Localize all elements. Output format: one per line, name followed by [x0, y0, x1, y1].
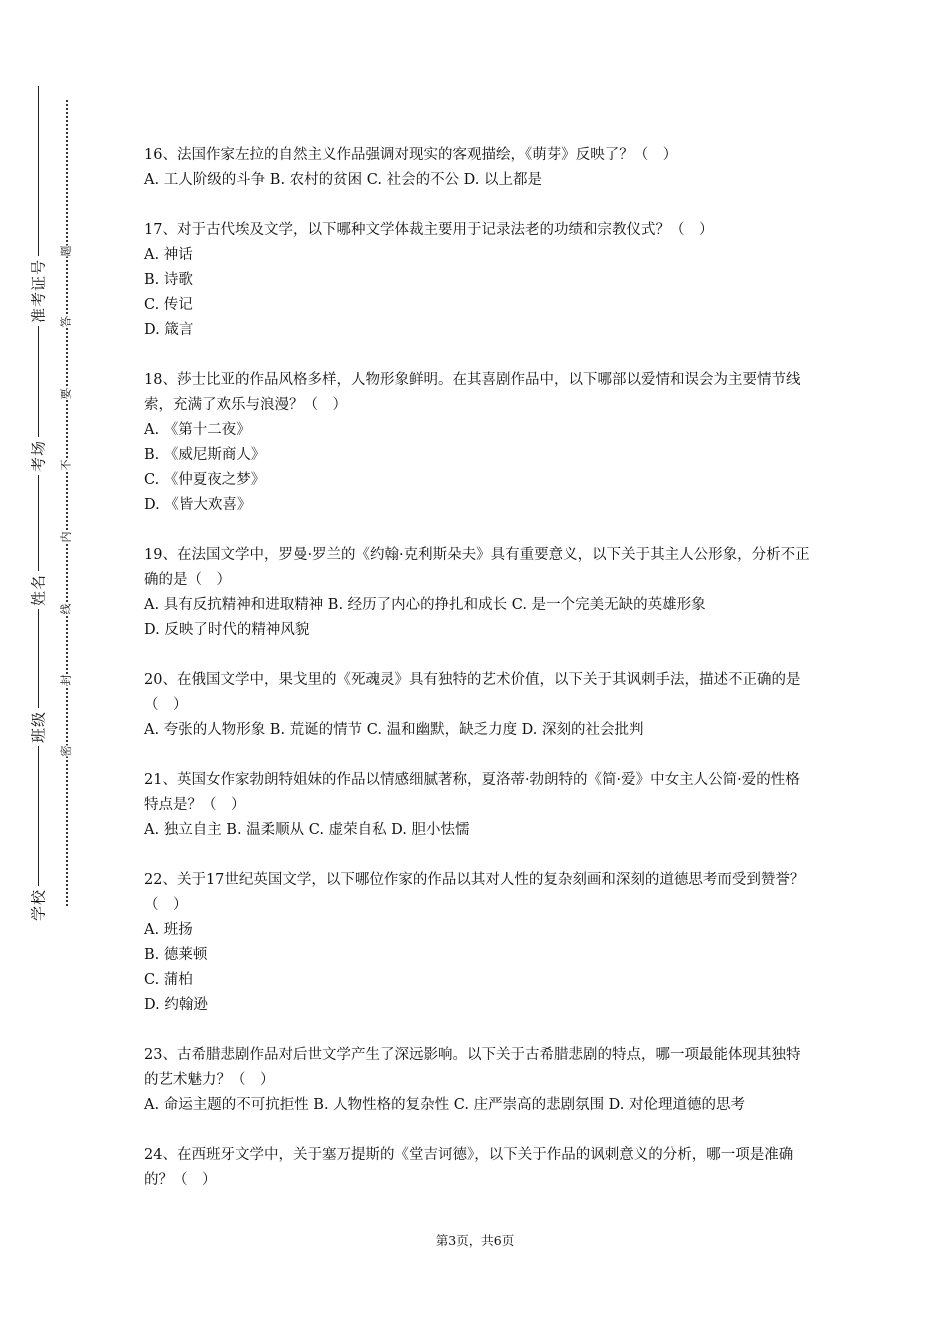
question-stem: 22、关于17世纪英国文学，以下哪位作家的作品以其对人性的复杂刻画和深刻的道德思考而受到赞誉？（ ） — [144, 872, 805, 913]
question-23 — [144, 1043, 814, 1118]
binding-solid-line — [38, 86, 39, 924]
option-d: D. 约翰逊 — [144, 997, 208, 1013]
seal-char-bu: 不 — [59, 459, 73, 471]
option-line: A. 命运主题的不可抗拒性 B. 人物性格的复杂性 C. 庄严崇高的悲剧氛围 D. 对伦理道德的思考 — [144, 1097, 746, 1113]
option-c: C. 传记 — [144, 297, 193, 313]
option-line: D. 反映了时代的精神风貌 — [144, 622, 310, 638]
option-b: B. 德莱顿 — [144, 947, 208, 963]
question-stem: 21、英国女作家勃朗特姐妹的作品以情感细腻著称，夏洛蒂·勃朗特的《简·爱》中女主人公简·爱的性格特点是？（ ） — [144, 772, 800, 813]
question-19 — [144, 543, 814, 643]
seal-char-nei: 内 — [59, 531, 73, 543]
option-line: A. 具有反抗精神和进取精神 B. 经历了内心的挣扎和成长 C. 是一个完美无缺的英雄形象 — [144, 597, 706, 613]
seal-char-feng: 封 — [59, 674, 73, 686]
option-a: A. 班扬 — [144, 922, 193, 938]
field-label-class: 班级 — [28, 708, 49, 746]
seal-dotted-line — [66, 100, 68, 906]
question-17 — [144, 218, 814, 343]
question-stem: 23、古希腊悲剧作品对后世文学产生了深远影响。以下关于古希腊悲剧的特点，哪一项最能体现其独特的艺术魅力？（ ） — [144, 1047, 801, 1088]
option-c: C. 《仲夏夜之梦》 — [144, 472, 266, 488]
question-stem: 24、在西班牙文学中，关于塞万提斯的《堂吉诃德》，以下关于作品的讽刺意义的分析，哪一项是准确的？（ ） — [144, 1147, 794, 1188]
question-16 — [144, 143, 814, 193]
field-label-school: 学校 — [28, 886, 49, 924]
field-label-exam-room: 考场 — [28, 437, 49, 475]
question-18 — [144, 368, 814, 518]
question-21 — [144, 768, 814, 843]
page-number: 第3页，共6页 — [435, 1233, 515, 1248]
question-stem: 19、在法国文学中，罗曼·罗兰的《约翰·克利斯朵夫》具有重要意义，以下关于其主人公形象，分析不正确的是（ ） — [144, 547, 810, 588]
option-line: A. 独立自主 B. 温柔顺从 C. 虚荣自私 D. 胆小怯懦 — [144, 822, 470, 838]
option-a: A. 神话 — [144, 247, 193, 263]
seal-char-yao: 要 — [59, 388, 73, 400]
option-d: D. 《皆大欢喜》 — [144, 497, 252, 513]
question-stem: 17、对于古代埃及文学，以下哪种文学体裁主要用于记录法老的功绩和宗教仪式？（ ） — [144, 222, 714, 238]
question-stem: 16、法国作家左拉的自然主义作品强调对现实的客观描绘，《萌芽》反映了？（ ） — [144, 147, 678, 163]
question-stem: 18、莎士比亚的作品风格多样，人物形象鲜明。在其喜剧作品中，以下哪部以爱情和误会为主要情节线索，充满了欢乐与浪漫？（ ） — [144, 372, 801, 413]
field-label-name: 姓名 — [28, 571, 49, 609]
option-line: A. 夸张的人物形象 B. 荒诞的情节 C. 温和幽默，缺乏力度 D. 深刻的社会批判 — [144, 722, 644, 738]
seal-char-ti: 题 — [59, 245, 73, 257]
seal-char-mi: 密 — [59, 745, 73, 757]
field-label-exam-id: 准考证号 — [28, 256, 49, 326]
question-20 — [144, 668, 814, 743]
option-b: B. 《威尼斯商人》 — [144, 447, 266, 463]
question-list — [144, 143, 814, 1218]
question-24 — [144, 1143, 814, 1193]
question-stem: 20、在俄国文学中，果戈里的《死魂灵》具有独特的艺术价值，以下关于其讽刺手法，描述不正确的是（ ） — [144, 672, 801, 713]
seal-char-da: 答 — [59, 316, 73, 328]
seal-char-xian: 线 — [59, 603, 73, 615]
option-d: D. 箴言 — [144, 322, 194, 338]
option-a: A. 《第十二夜》 — [144, 422, 251, 438]
option-b: B. 诗歌 — [144, 272, 193, 288]
option-line: A. 工人阶级的斗争 B. 农村的贫困 C. 社会的不公 D. 以上都是 — [144, 172, 543, 188]
question-22 — [144, 868, 814, 1018]
option-c: C. 蒲柏 — [144, 972, 193, 988]
